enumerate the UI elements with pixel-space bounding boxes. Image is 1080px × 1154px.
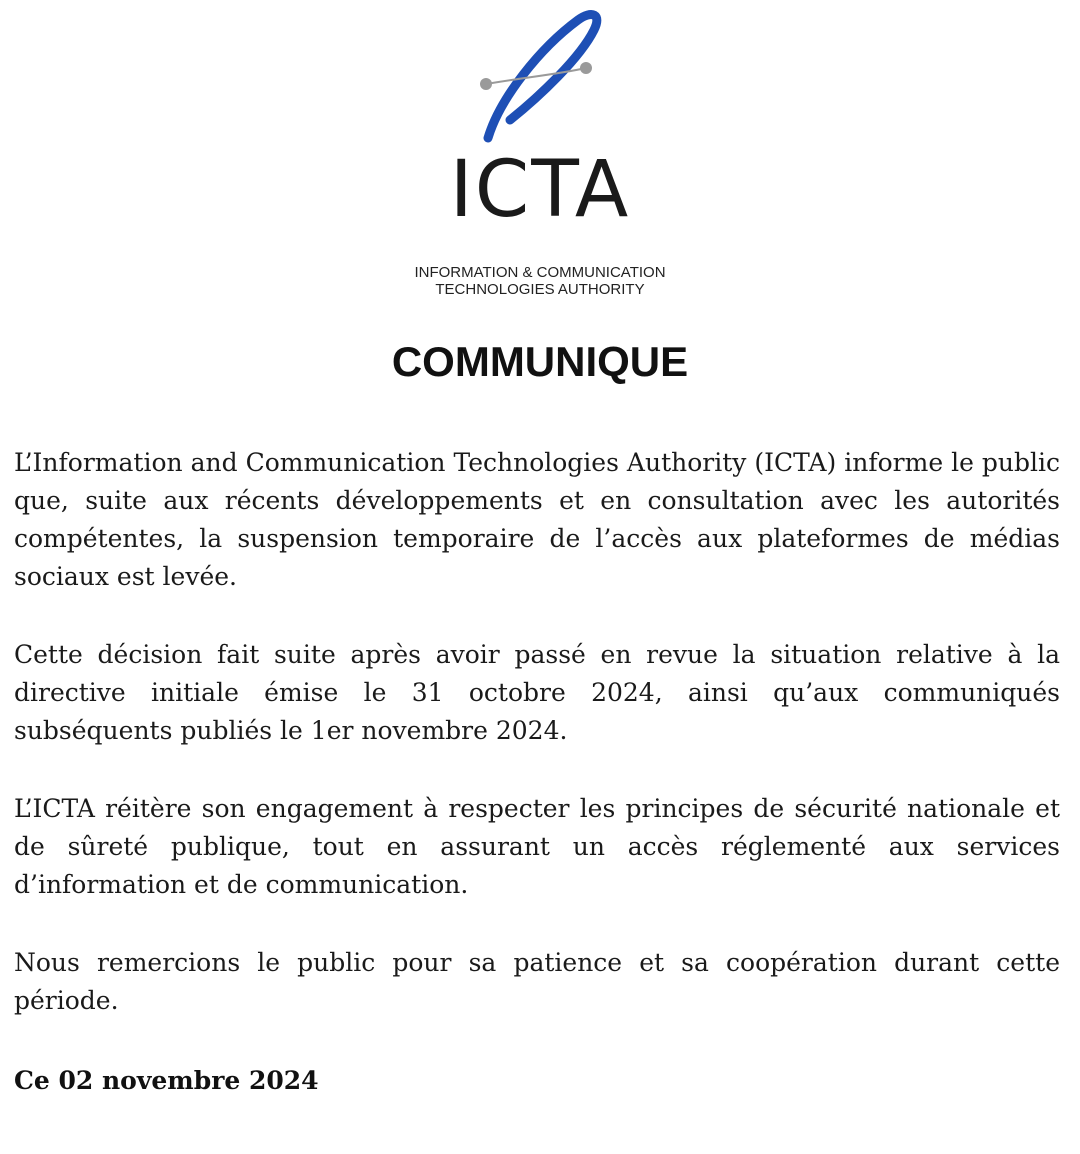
left-node-icon bbox=[480, 78, 492, 90]
logo-subtitle-line-1: INFORMATION & COMMUNICATION bbox=[414, 264, 666, 281]
paragraph-4: Nous remercions le public pour sa patience et sa coopération durant cette période. bbox=[14, 948, 1060, 1015]
logo-subtitle-line-2: TECHNOLOGIES AUTHORITY bbox=[435, 281, 645, 298]
logo-subtitle bbox=[0, 264, 1080, 298]
icta-swirl-icon bbox=[470, 8, 610, 148]
right-node-icon bbox=[580, 62, 592, 74]
logo-wordmark: ICTA bbox=[449, 145, 631, 235]
page-title: COMMUNIQUE bbox=[391, 338, 689, 385]
date-signoff: Ce 02 novembre 2024 bbox=[14, 1066, 319, 1095]
icta-logo bbox=[0, 0, 1080, 310]
paragraph-3: L’ICTA réitère son engagement à respecter les principes de sécurité nationale et de sûreté publique, tout en assurant un accès réglementé aux services d’information et de communication. bbox=[14, 794, 1060, 899]
paragraph-1: L’Information and Communication Technologies Authority (ICTA) informe le public que, suite aux récents développements et en consultation avec les autorités compétentes, la suspension temporaire de l’accès aux plateformes de médias sociaux est levée. bbox=[14, 448, 1060, 591]
paragraph-2: Cette décision fait suite après avoir passé en revue la situation relative à la directive initiale émise le 31 octobre 2024, ainsi qu’aux communiqués subséquents publiés le 1er novembre 2024. bbox=[14, 640, 1060, 745]
